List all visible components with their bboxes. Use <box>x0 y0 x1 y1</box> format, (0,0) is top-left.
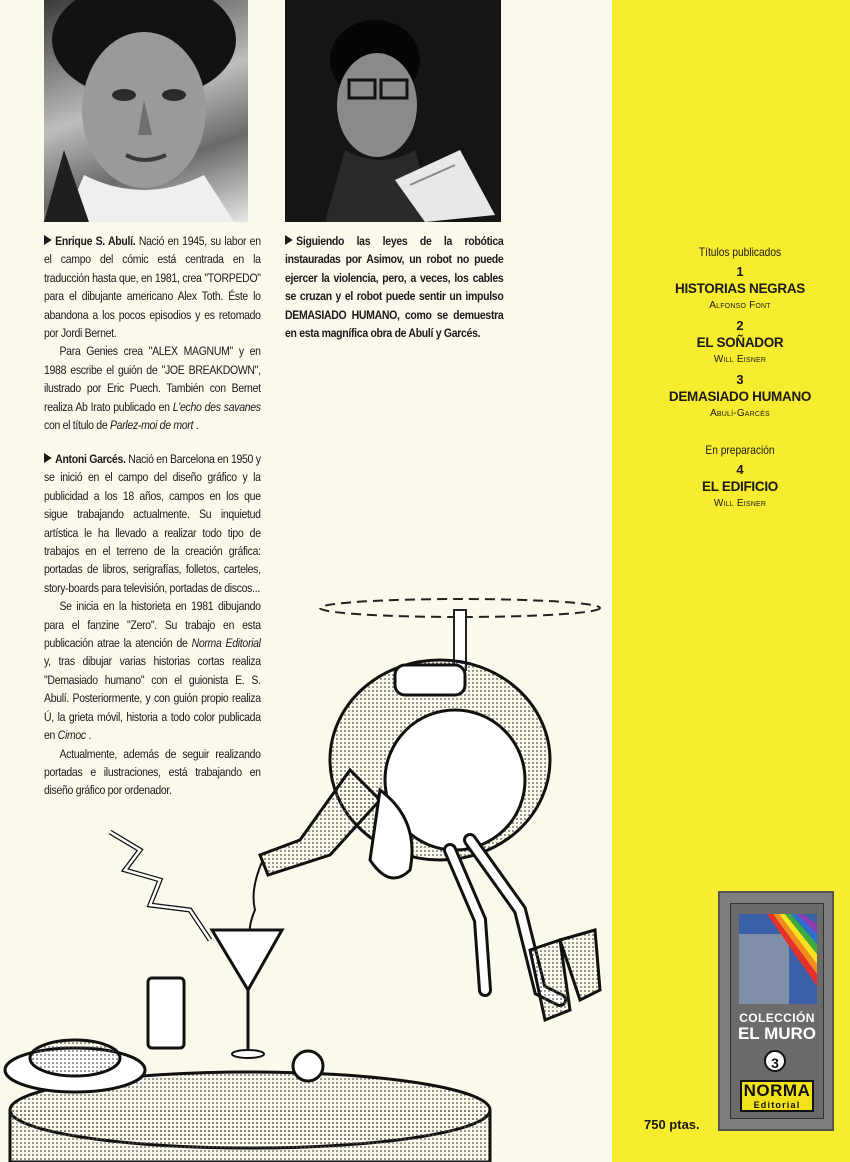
work-title: Parlez-moi de mort <box>109 418 194 433</box>
publisher-sub: Editorial <box>753 1100 801 1110</box>
series-author: Alfonso Font <box>709 300 771 311</box>
bio-abuli <box>44 232 261 434</box>
collection-line2: EL MURO <box>737 1024 817 1043</box>
bio-garces-p3: Actualmente, además de seguir realizando portadas e ilustraciones, está trabajando en diseño gráfico por ordenador. <box>44 746 261 798</box>
bullet-arrow-icon <box>44 453 52 463</box>
series-number: 2 <box>736 318 744 333</box>
bio-garces-p2-end: . <box>85 728 92 743</box>
bullet-arrow-icon <box>285 235 293 245</box>
magazine-title-cimoc: Cimoc <box>57 728 86 743</box>
bullet-arrow-icon <box>44 235 52 245</box>
robot-illustration <box>0 570 612 1162</box>
published-header: Títulos publicados <box>698 245 782 259</box>
series-item <box>640 264 840 315</box>
series-number: 4 <box>736 462 744 477</box>
publisher-name: NORMA <box>743 1081 811 1100</box>
synopsis <box>285 232 503 342</box>
bio-garces-p1: Nació en Barcelona en 1950 y se inició en el campo del diseño gráfico y la publicidad a los 18 años, campos en los que sigue trabajando actualmente. Su inquietud artística le ha llevado a realizar todo tipo de trabajos en el terreno de la creación gráfica: portadas de libros, serigrafías, folletos, carteles, story-boards para televisión, portadas de discos... <box>44 452 261 595</box>
series-item <box>640 318 840 369</box>
series-title: EL EDIFICIO <box>702 479 778 494</box>
magazine-title: L'echo des savanes <box>172 399 261 414</box>
series-list <box>640 244 840 516</box>
bio-abuli-p1: Nació en 1945, su labor en el campo del cómic está centrada en la traducción hasta que, en 1981, crea "TORPEDO" para el dibujante americano Alex Toth. Éste lo abandona a los pocos episodios y es retomado por Jordi Bernet. <box>44 234 261 341</box>
series-item <box>640 372 840 423</box>
prep-header: En preparación <box>705 443 775 457</box>
series-item <box>640 462 840 513</box>
publisher-name: Norma Editorial <box>191 636 261 651</box>
bio-abuli-name: Enrique S. Abulí. <box>55 234 136 248</box>
series-number: 3 <box>736 372 744 387</box>
bio-garces-name: Antoni Garcés. <box>55 452 126 466</box>
series-author: Will Eisner <box>713 354 767 365</box>
price: 750 ptas. <box>644 1117 700 1132</box>
series-title: EL SOÑADOR <box>696 335 784 350</box>
publisher-logo <box>740 1080 814 1112</box>
author-photo-garces <box>285 0 501 222</box>
bio-abuli-p2-end: . <box>193 418 199 433</box>
series-number: 1 <box>736 264 744 279</box>
collection-badge <box>718 891 834 1131</box>
volume-number: 3 <box>764 1050 786 1072</box>
bio-abuli-p2-mid: con el título de <box>44 418 110 433</box>
bio-abuli-p2: Para Genies crea "ALEX MAGNUM" y en 1988 escribe el guión de "JOE BREAKDOWN", ilustrado por Eric Puech. También con Bernet realiza Ab Irato publicado en <box>44 344 261 414</box>
series-author: Will Eisner <box>713 498 767 509</box>
series-title: HISTORIAS NEGRAS <box>675 281 805 296</box>
synopsis-text: Siguiendo las leyes de la robótica instauradas por Asimov, un robot no puede ejercer la violencia, pero, a veces, los cables se cruzan y el robot puede sentir un impulso DEMASIADO HUMANO, como se demuestra en esta magnífica obra de Abulí y Garcés. <box>285 234 504 341</box>
author-photo-abuli <box>44 0 248 222</box>
collection-logo-icon <box>739 914 817 1004</box>
bio-garces-p2a: Se inicia en la historieta en 1981 dibujando para el fanzine "Zero". Su trabajo en esta publicación atrae la atención de <box>44 599 261 651</box>
collection-line1: COLECCIÓN <box>739 1011 815 1025</box>
bio-garces-p2b: y, tras dibujar varias historias cortas realiza "Demasiado humano" con el guionista E. S. Abulí. Posteriormente, y con guión propio realiza Ú, la grieta móvil, historia a todo color publicada en <box>44 654 261 743</box>
series-author: Abulí-Garcés <box>710 408 770 419</box>
series-title: DEMASIADO HUMANO <box>668 389 812 404</box>
